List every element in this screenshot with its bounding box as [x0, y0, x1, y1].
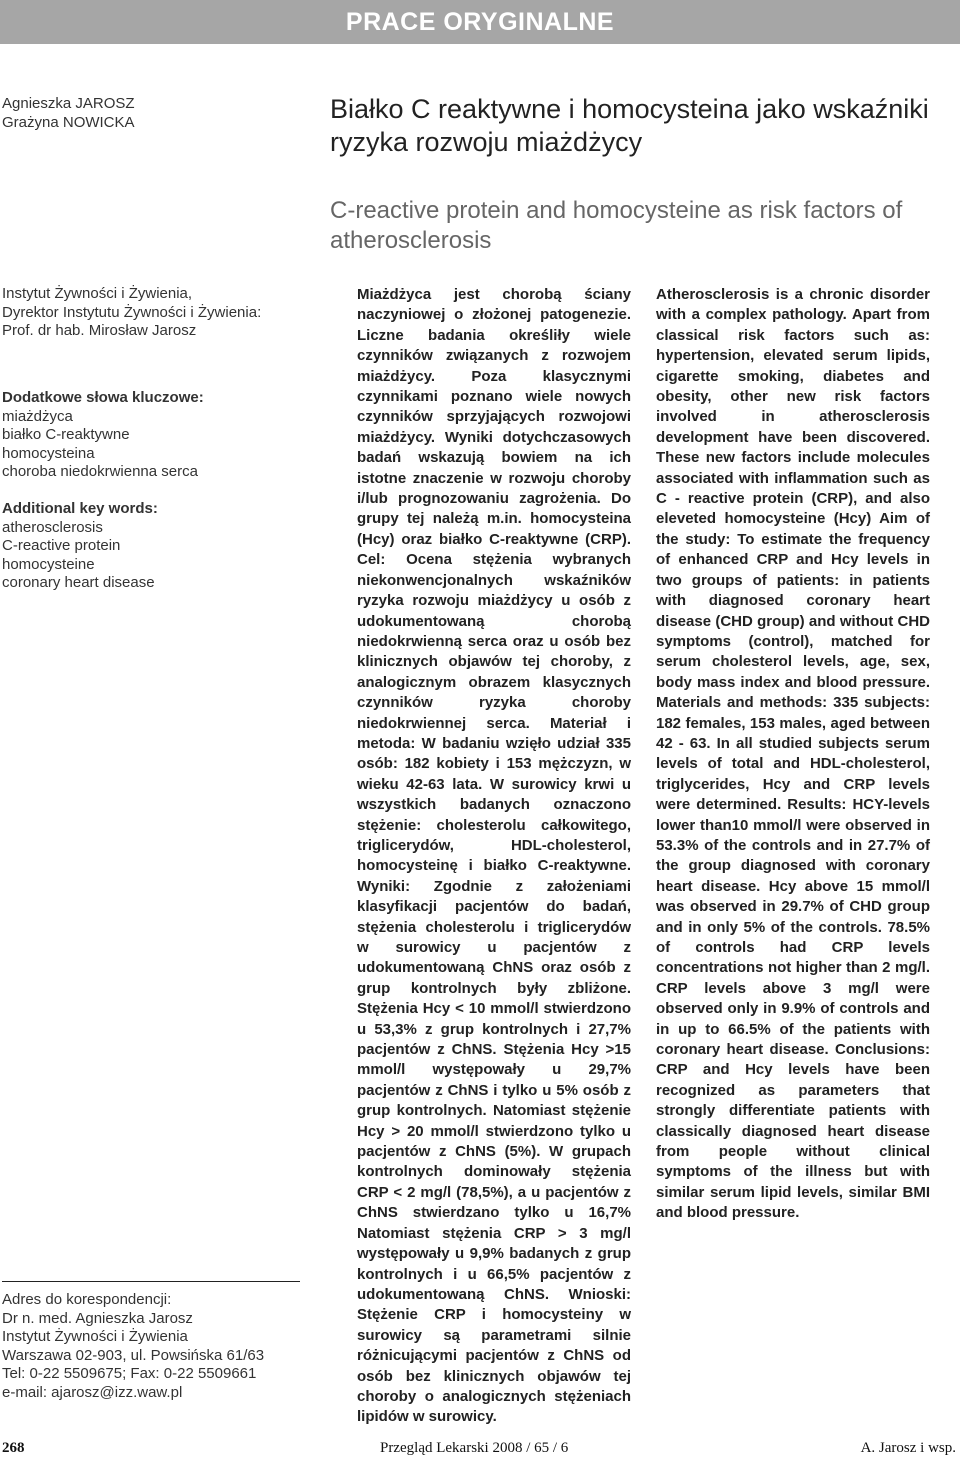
divider: [2, 1281, 300, 1282]
section-banner: PRACE ORYGINALNE: [0, 0, 960, 44]
correspondence-line: Instytut Żywności i Żywienia: [2, 1328, 188, 1345]
abstract-english: Atherosclerosis is a chronic disorder with a complex pathology. Apart from classical risk factors such as: hypertension, elevated serum lipids, cigarette smoking, diabetes and obesity, other new risk factors involved in atherosclerosis development have been discovered. These new factors include molecules associated with inflammation such as C - reactive protein (CRP), and also eleveted homocysteine (Hcy) Aim of the study: To estimate the frequency of enhanced CRP and Hcy levels in two groups of patients: in patients with diagnosed coronary heart disease (CHD group) and without CHD symptoms (control), matched for serum cholesterol levels, age, sex, body mass index and blood pressure. Materials and methods: 335 subjects: 182 females, 153 males, aged between 42 - 63. In all studied subjects serum levels of total and HDL-cholesterol, triglycerides, Hcy and CRP levels were determined. Results: HCY-levels lower than10 mmol/l were observed in 53.3% of the controls and in 27.7% of the group diagnosed with coronary heart disease. Hcy above 15 mmol/l was observed in 29.7% of CHD group and in only 5% of the controls. 78.5% of controls had CRP levels concentrations not higher than 2 mg/l. CRP levels above 3 mg/l were observed only in 9.9% of controls and in up to 66.5% of the patients with coronary heart disease. Conclusions: CRP and Hcy levels have been recognized as parameters that strongly differentiate patients with classically diagnosed heart disease from people without clinical symptoms of the illness but with similar serum lipid levels, similar BMI and blood pressure.: [656, 286, 930, 1222]
correspondence-line: Warszawa 02-903, ul. Powsińska 61/63: [2, 1346, 265, 1364]
author-name: Grażyna NOWICKA: [2, 114, 135, 131]
correspondence-line: Dr n. med. Agnieszka Jarosz: [2, 1309, 193, 1327]
affiliation-line: Dyrektor Instytutu Żywności i Żywienia:: [2, 303, 262, 321]
keyword: białko C-reaktywne: [2, 426, 130, 443]
abstract-polish: Miażdżyca jest chorobą ściany naczyniowej o złożonej patogenezie. Liczne badania określiły wiele czynników związanych z rozwojem miażdżycy. Poza klasycznymi czynnikami poznano wiele nowych czynników sprzyjających rozwojowi miażdżycy. Wyniki dotychczasowych badań wskazują bowiem na ich istotne znaczenie w rozwoju choroby i/lub prognozowaniu zagrożenia. Do grupy tej należą m.in. homocysteina (Hcy) oraz białko C-reaktywne (CRP). Cel: Ocena stężenia wybranych niekonwencjonalnych wskaźników ryzyka rozwoju miażdżycy u osób z udokumentowaną chorobą niedokrwienną serca oraz u osób bez klinicznych objawów tej choroby, z analogicznym obrazem klasycznych czynników ryzyka choroby niedokrwiennej serca. Materiał i metoda: W badaniu wzięło udział 335 osób: 182 kobiety i 153 mężczyzn, w wieku 42-63 lata. W surowicy krwi u wszystkich badanych oznaczono stężenie: cholesterolu całkowitego, triglicerydów, HDL-cholesterol, homocysteinę i białko C-reaktywne. Wyniki: Zgodnie z założeniami klasyfikacji pacjentów do badań, stężenia cholesterolu i triglicerydów w surowicy u pacjentów z udokumentowaną ChNS oraz osób z grup kontrolnych były zbliżone. Stężenia Hcy < 10 mmol/l stwierdzono u 53,3% z grup kontrolnych i 27,7% pacjentów z ChNS. Stężenia Hcy >15 mmol/l występowały u 29,7% pacjentów z ChNS i tylko u 5% osób z grup kontrolnych. Natomiast stężenie Hcy > 20 mmol/l stwierdzono tylko u pacjentów z ChNS (5%). W grupach kontrolnych dominowały stężenia CRP < 2 mg/l (78,5%), a u pacjentów z ChNS stwierdzano tylko u 16,7% Natomiast stężenia CRP > 3 mg/l występowały u 9,9% badanych z grup kontrolnych i u 66,5% pacjentów z udokumentowaną ChNS. Wnioski: Stężenie CRP i homocysteiny w surowicy są parametrami silnie różnicującymi pacjentów z ChNS od osób bez klinicznych objawów tej choroby o analogicznych stężeniach lipidów w surowicy.: [357, 286, 631, 1426]
keyword: homocysteine: [2, 555, 95, 573]
correspondence-line: Adres do korespondencji:: [2, 1291, 172, 1308]
journal-citation: Przegląd Lekarski 2008 / 65 / 6: [380, 1440, 569, 1456]
author-list: [2, 94, 135, 132]
article-title: Białko C reaktywne i homocysteina jako wskaźniki ryzyka rozwoju miażdżycy: [330, 94, 929, 157]
keyword: coronary heart disease: [2, 574, 155, 591]
affiliation: [2, 285, 302, 341]
author-name: Agnieszka JAROSZ: [2, 95, 135, 112]
keyword: atherosclerosis: [2, 518, 103, 536]
keywords-english: [2, 500, 302, 593]
article-subtitle: C-reactive protein and homocysteine as risk factors of atherosclerosis: [330, 197, 903, 254]
keywords-heading: Dodatkowe słowa kluczowe:: [2, 389, 204, 406]
affiliation-line: Prof. dr hab. Mirosław Jarosz: [2, 322, 197, 339]
page-footer: [0, 1440, 960, 1460]
correspondence-line: Tel: 0-22 5509675; Fax: 0-22 5509661: [2, 1365, 257, 1382]
keywords-polish: [2, 389, 302, 482]
keywords-heading: Additional key words:: [2, 500, 158, 517]
affiliation-line: Instytut Żywności i Żywienia,: [2, 285, 193, 302]
page-number: 268: [2, 1440, 25, 1456]
email-address: e-mail: ajarosz@izz.waw.pl: [2, 1383, 183, 1401]
keyword: C-reactive protein: [2, 537, 121, 554]
keyword: homocysteina: [2, 444, 95, 462]
running-author: A. Jarosz i wsp.: [860, 1440, 956, 1456]
keyword: choroba niedokrwienna serca: [2, 463, 198, 480]
correspondence-address: [2, 1291, 302, 1402]
keyword: miażdżyca: [2, 407, 73, 425]
